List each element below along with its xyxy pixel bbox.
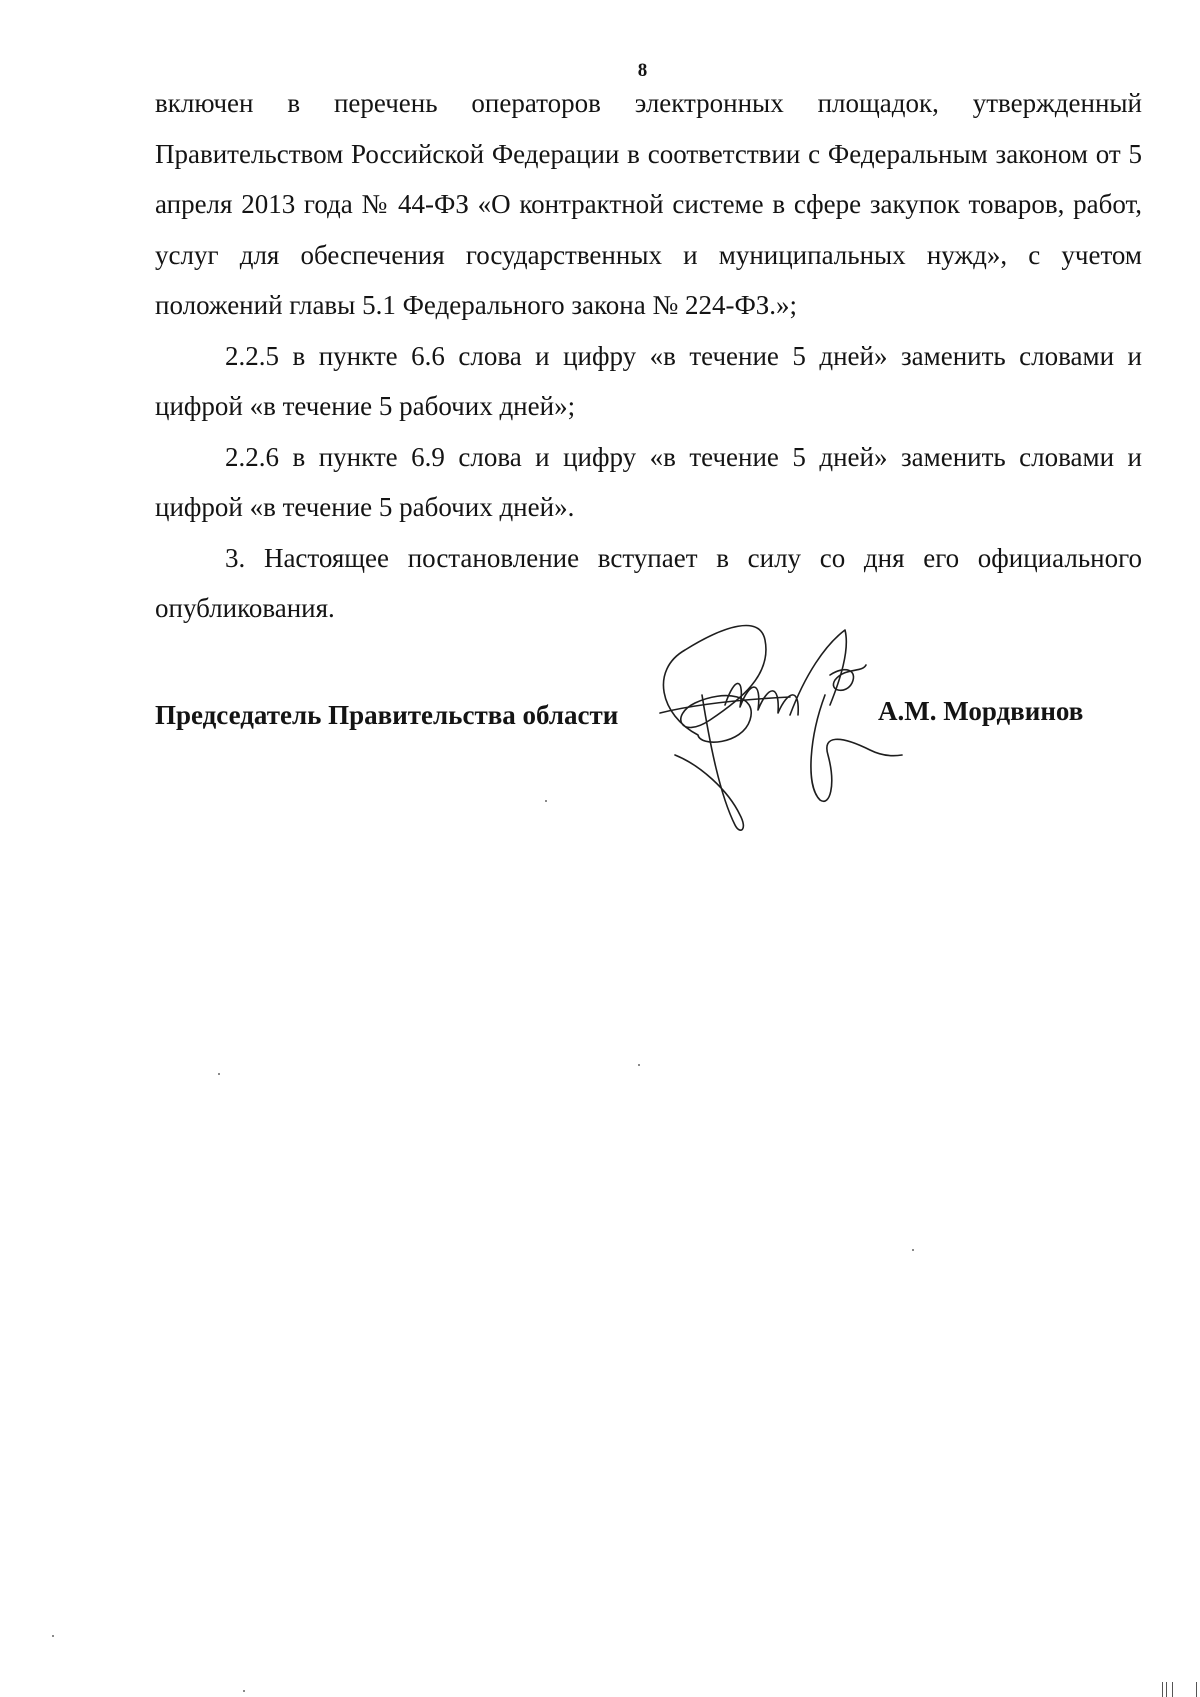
signature-tail xyxy=(675,695,743,830)
paragraph-item-2-2-6: 2.2.6 в пункте 6.9 слова и цифру «в течение 5 дней» заменить словами и цифрой «в течение 5 рабочих дней». xyxy=(155,441,1142,522)
scan-speck xyxy=(912,1249,914,1251)
signatory-title: Председатель Правительства области xyxy=(155,700,619,730)
paragraph-item-3: 3. Настоящее постановление вступает в силу со дня его официального опубликования. xyxy=(155,542,1142,623)
page-number: 8 xyxy=(637,60,648,81)
scan-edge-marks xyxy=(1150,1682,1200,1697)
handwritten-signature xyxy=(640,595,940,840)
scan-speck xyxy=(218,1073,220,1075)
signatory-name: А.М. Мордвинов xyxy=(878,696,1084,726)
scan-speck xyxy=(638,1064,640,1066)
paragraph-item-2-2-5: 2.2.5 в пункте 6.6 слова и цифру «в течение 5 дней» заменить словами и цифрой «в течение 5 рабочих дней»; xyxy=(155,340,1142,421)
signature-main-loop xyxy=(663,626,766,743)
scan-speck xyxy=(243,1690,245,1692)
signature-right-loop xyxy=(811,695,902,801)
scan-speck xyxy=(52,1635,54,1637)
document-body xyxy=(155,78,1142,634)
scan-speck xyxy=(545,800,547,802)
paragraph-continuation: включен в перечень операторов электронных площадок, утвержденный Правительством Российской Федерации в соответствии с Федеральным законом от 5 апреля 2013 года № 44-ФЗ «О контрактной системе в сфере закупок товаров, работ, услуг для обеспечения государственных и муниципальных нужд», с учетом положений главы 5.1 Федерального закона № 224-ФЗ.»; xyxy=(155,88,1142,320)
signature-flourish xyxy=(830,665,866,690)
